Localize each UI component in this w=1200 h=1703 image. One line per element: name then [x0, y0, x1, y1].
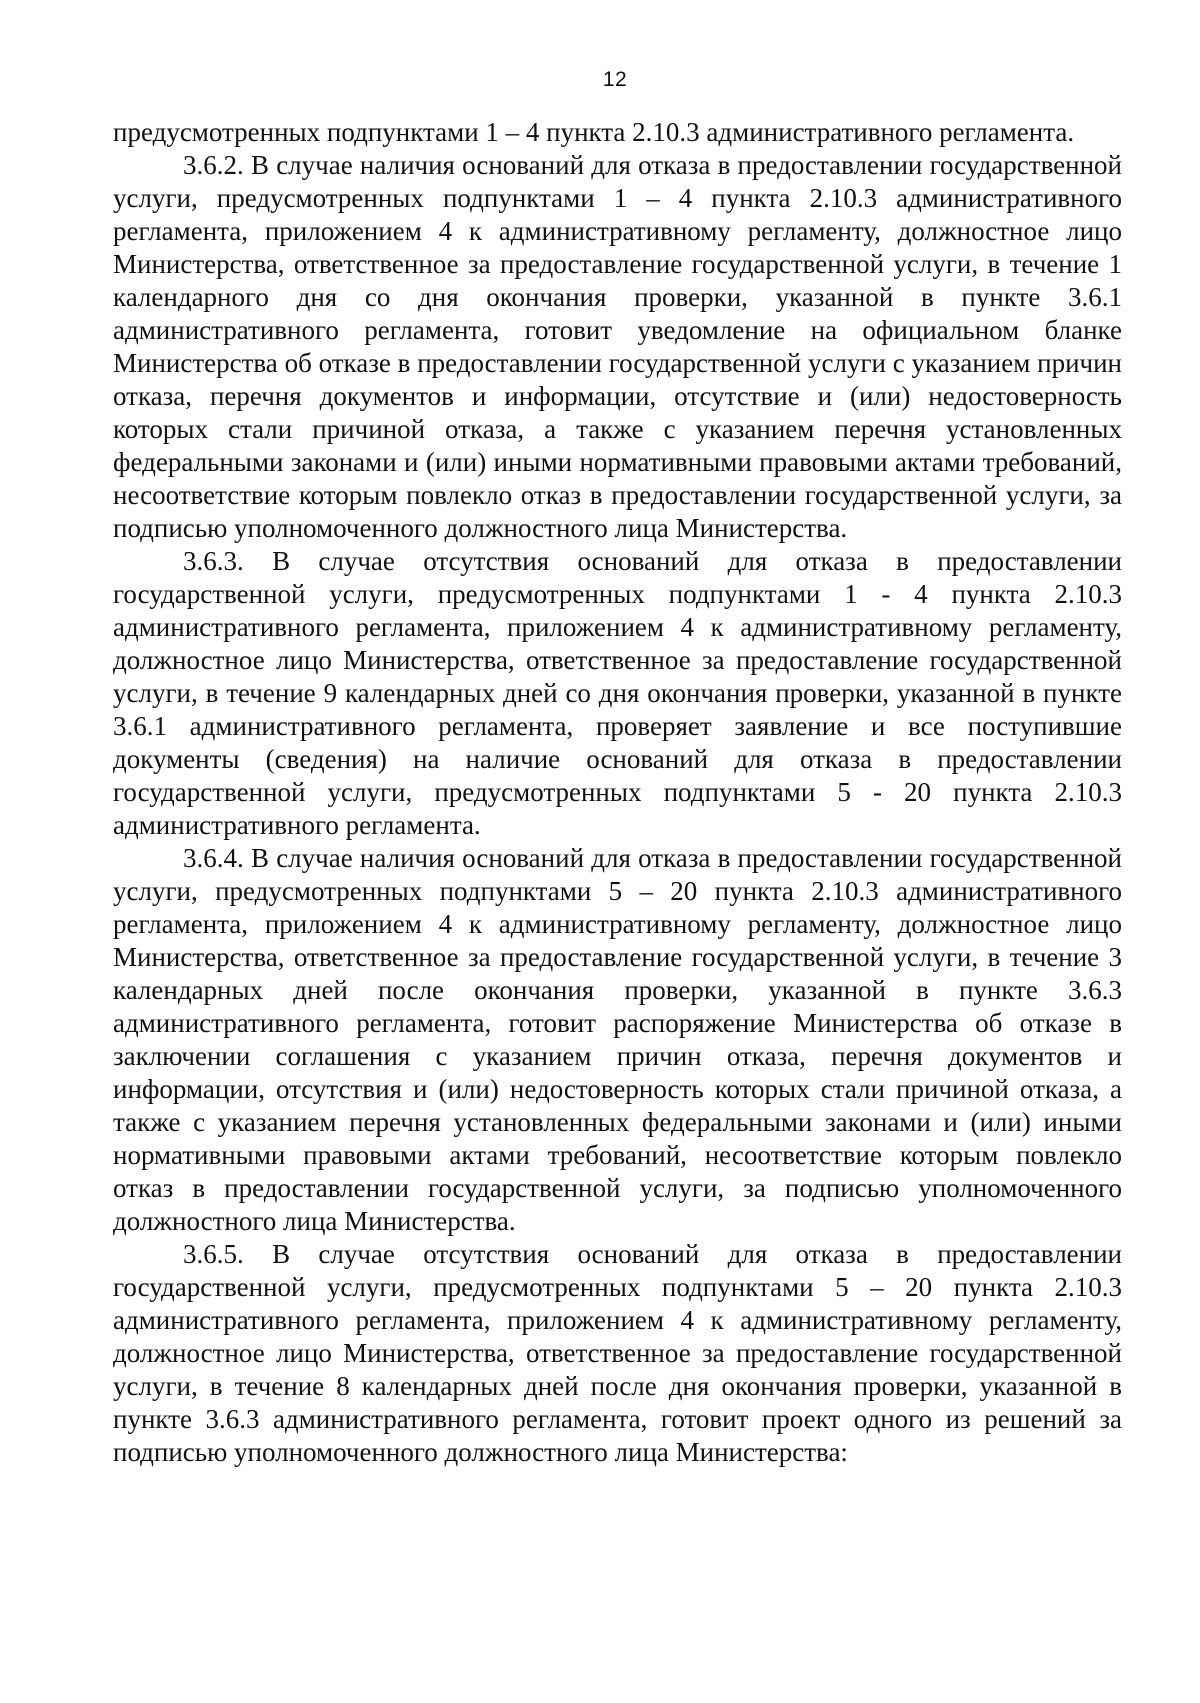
paragraph-3-6-3: 3.6.3. В случае отсутствия оснований для отказа в предоставлении государственной услуги, предусмотренных подпунктами 1 - 4 пункта 2.10.3 административного регламента, приложением 4 к административному регламенту, должностное лицо Министерства, ответственное за предоставление государственной услуги, в течение 9 календарных дней со дня окончания проверки, указанной в пункте 3.6.1 административного регламента, проверяет заявление и все поступившие документы (сведения) на наличие оснований для отказа в предоставлении государственной услуги, предусмотренных подпунктами 5 - 20 пункта 2.10.3 административного регламента. — [113, 546, 1122, 840]
page-number: 12 — [602, 68, 628, 91]
paragraph-3-6-5: 3.6.5. В случае отсутствия оснований для отказа в предоставлении государственной услуги, предусмотренных подпунктами 5 – 20 пункта 2.10.3 административного регламента, приложением 4 к административному регламенту, должностное лицо Министерства, ответственное за предоставление государственной услуги, в течение 8 календарных дней после дня окончания проверки, указанной в пункте 3.6.3 административного регламента, готовит проект одного из решений за подписью уполномоченного должностного лица Министерства: — [113, 1239, 1122, 1467]
paragraph-3-6-4: 3.6.4. В случае наличия оснований для отказа в предоставлении государственной услуги, предусмотренных подпунктами 5 – 20 пункта 2.10.3 административного регламента, приложением 4 к административному регламенту, должностное лицо Министерства, ответственное за предоставление государственной услуги, в течение 3 календарных дней после окончания проверки, указанной в пункте 3.6.3 административного регламента, готовит распоряжение Министерства об отказе в заключении соглашения с указанием причин отказа, перечня документов и информации, отсутствия и (или) недостоверность которых стали причиной отказа, а также с указанием перечня установленных федеральными законами и (или) иными нормативными правовыми актами требований, несоответствие которым повлекло отказ в предоставлении государственной услуги, за подписью уполномоченного должностного лица Министерства. — [113, 843, 1122, 1236]
paragraph-continuation: предусмотренных подпунктами 1 – 4 пункта 2.10.3 административного регламента. — [113, 117, 1075, 147]
paragraph-3-6-2: 3.6.2. В случае наличия оснований для отказа в предоставлении государственной услуги, предусмотренных подпунктами 1 – 4 пункта 2.10.3 административного регламента, приложением 4 к административному регламенту, должностное лицо Министерства, ответственное за предоставление государственной услуги, в течение 1 календарного дня со дня окончания проверки, указанной в пункте 3.6.1 административного регламента, готовит уведомление на официальном бланке Министерства об отказе в предоставлении государственной услуги с указанием причин отказа, перечня документов и информации, отсутствие и (или) недостоверность которых стали причиной отказа, а также с указанием перечня установленных федеральными законами и (или) иными нормативными правовыми актами требований, несоответствие которым повлекло отказ в предоставлении государственной услуги, за подписью уполномоченного должностного лица Министерства. — [113, 150, 1122, 543]
document-body — [113, 116, 1122, 1469]
